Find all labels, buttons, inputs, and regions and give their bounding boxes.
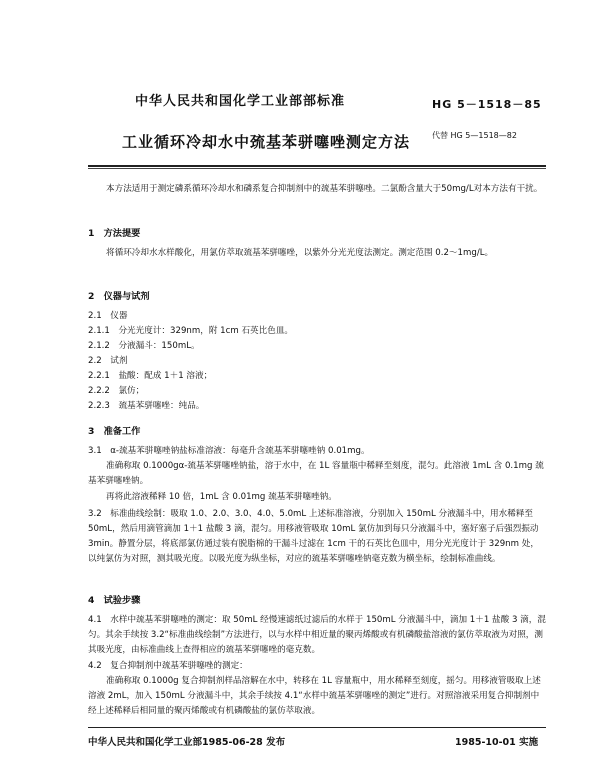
section-4-2: 4.2 复合抑制剂中巯基苯骈噻唑的测定：: [88, 661, 248, 671]
section-4-1: 4.1 水样中巯基苯骈噻唑的测定：取 50mL 经慢速滤纸过滤后的水样于 150mL 分液漏斗中，滴加 1＋1 盐酸 3 滴，混匀。其余手续按 3.2“标准曲线绘制”方法进行，以与水样中相近量的聚丙烯酸或有机磷酸盐溶液的氯仿萃取液为对照，测其吸光度，由标准曲线上查得相应的巯基苯骈噻唑的毫克数。: [88, 615, 546, 655]
list-item: 2.2.3 巯基苯骈噻唑：纯品。: [88, 401, 205, 411]
section-3-1-body: 准确称取 0.1000gα-巯基苯骈噻唑钠盐，溶于水中，在 1L 容量瓶中稀释至刻度，混匀。此溶液 1mL 含 0.1mg 巯基苯骈噻唑钠。: [88, 461, 544, 486]
section-3-1: 3.1 α-巯基苯骈噻唑钠盐标准溶液：每毫升含巯基苯骈噻唑钠 0.01mg。: [88, 446, 370, 456]
standard-code: HG 5－1518－85: [432, 98, 542, 111]
header-rule: [88, 165, 546, 167]
list-item: 2.1.1 分光光度计：329nm，附 1cm 石英比色皿。: [88, 326, 294, 336]
section-3-2: 3.2 标准曲线绘制：吸取 1.0、2.0、3.0、4.0、5.0mL 上述标准溶液，分别加入 150mL 分液漏斗中，用水稀释至 50mL，然后用滴管滴加 1＋1 盐酸 3 滴，混匀。用移液管吸取 10mL 氯仿加到每只分液漏斗中，塞好塞子后强烈振动 3min。静置分层，将底部氯仿通过装有脱脂棉的干漏斗过滤在 1cm 干的石英比色皿中，用分光光度计于 329nm 处，以纯氯仿为对照，测其吸光度。以吸光度为纵坐标，对应的巯基苯骈噻唑钠毫克数为横坐标，绘制标准曲线。: [88, 509, 539, 564]
replaces-note: 代替 HG 5—1518—82: [432, 131, 517, 140]
section-1-text: 将循环冷却水水样酸化，用氯仿萃取巯基苯骈噻唑，以紫外分光光度法测定。测定范围 0.2～1mg/L。: [106, 248, 494, 258]
intro-paragraph: 本方法适用于测定磷系循环冷却水和磷系复合抑制剂中的巯基苯骈噻唑。二氯酚含量大于50mg/L对本方法有干扰。: [106, 184, 543, 194]
section-4-2-body: 准确称取 0.1000g 复合抑制剂样品溶解在水中，转移在 1L 容量瓶中，用水稀释至刻度，摇匀。用移液管吸取上述溶液 2mL，加入 150mL 分液漏斗中，其余手续按 4.1“水样中巯基苯骈噻唑的测定”进行。对照溶液采用复合抑制剂中经上述稀释后相同量的聚丙烯酸或有机磷酸盐的氯仿萃取液。: [88, 676, 541, 716]
footer-rule: [88, 727, 546, 728]
effective-date: 1985-10-01 实施: [455, 737, 539, 748]
section-3-1-dilution: 再将此溶液稀释 10 倍，1mL 含 0.01mg 巯基苯骈噻唑钠。: [106, 492, 337, 502]
list-item: 2.1.2 分液漏斗：150mL。: [88, 341, 200, 351]
issuing-org: 中华人民共和国化学工业部部标准: [135, 94, 346, 109]
list-item: 2.2.2 氯仿；: [88, 386, 145, 396]
section-3-heading: 3 准备工作: [88, 426, 141, 437]
section-4-heading: 4 试验步骤: [88, 595, 141, 606]
issue-date: 中华人民共和国化学工业部1985-06-28 发布: [88, 737, 286, 748]
section-1-heading: 1 方法提要: [88, 228, 141, 239]
page-title: 工业循环冷却水中巯基苯骈噻唑测定方法: [122, 133, 411, 151]
section-2-heading: 2 仪器与试剂: [88, 291, 150, 302]
list-item: 2.2 试剂: [88, 356, 128, 366]
list-item: 2.1 仪器: [88, 311, 128, 321]
list-item: 2.2.1 盐酸：配成 1＋1 溶液；: [88, 371, 213, 381]
header-rule-thin: [88, 168, 546, 169]
